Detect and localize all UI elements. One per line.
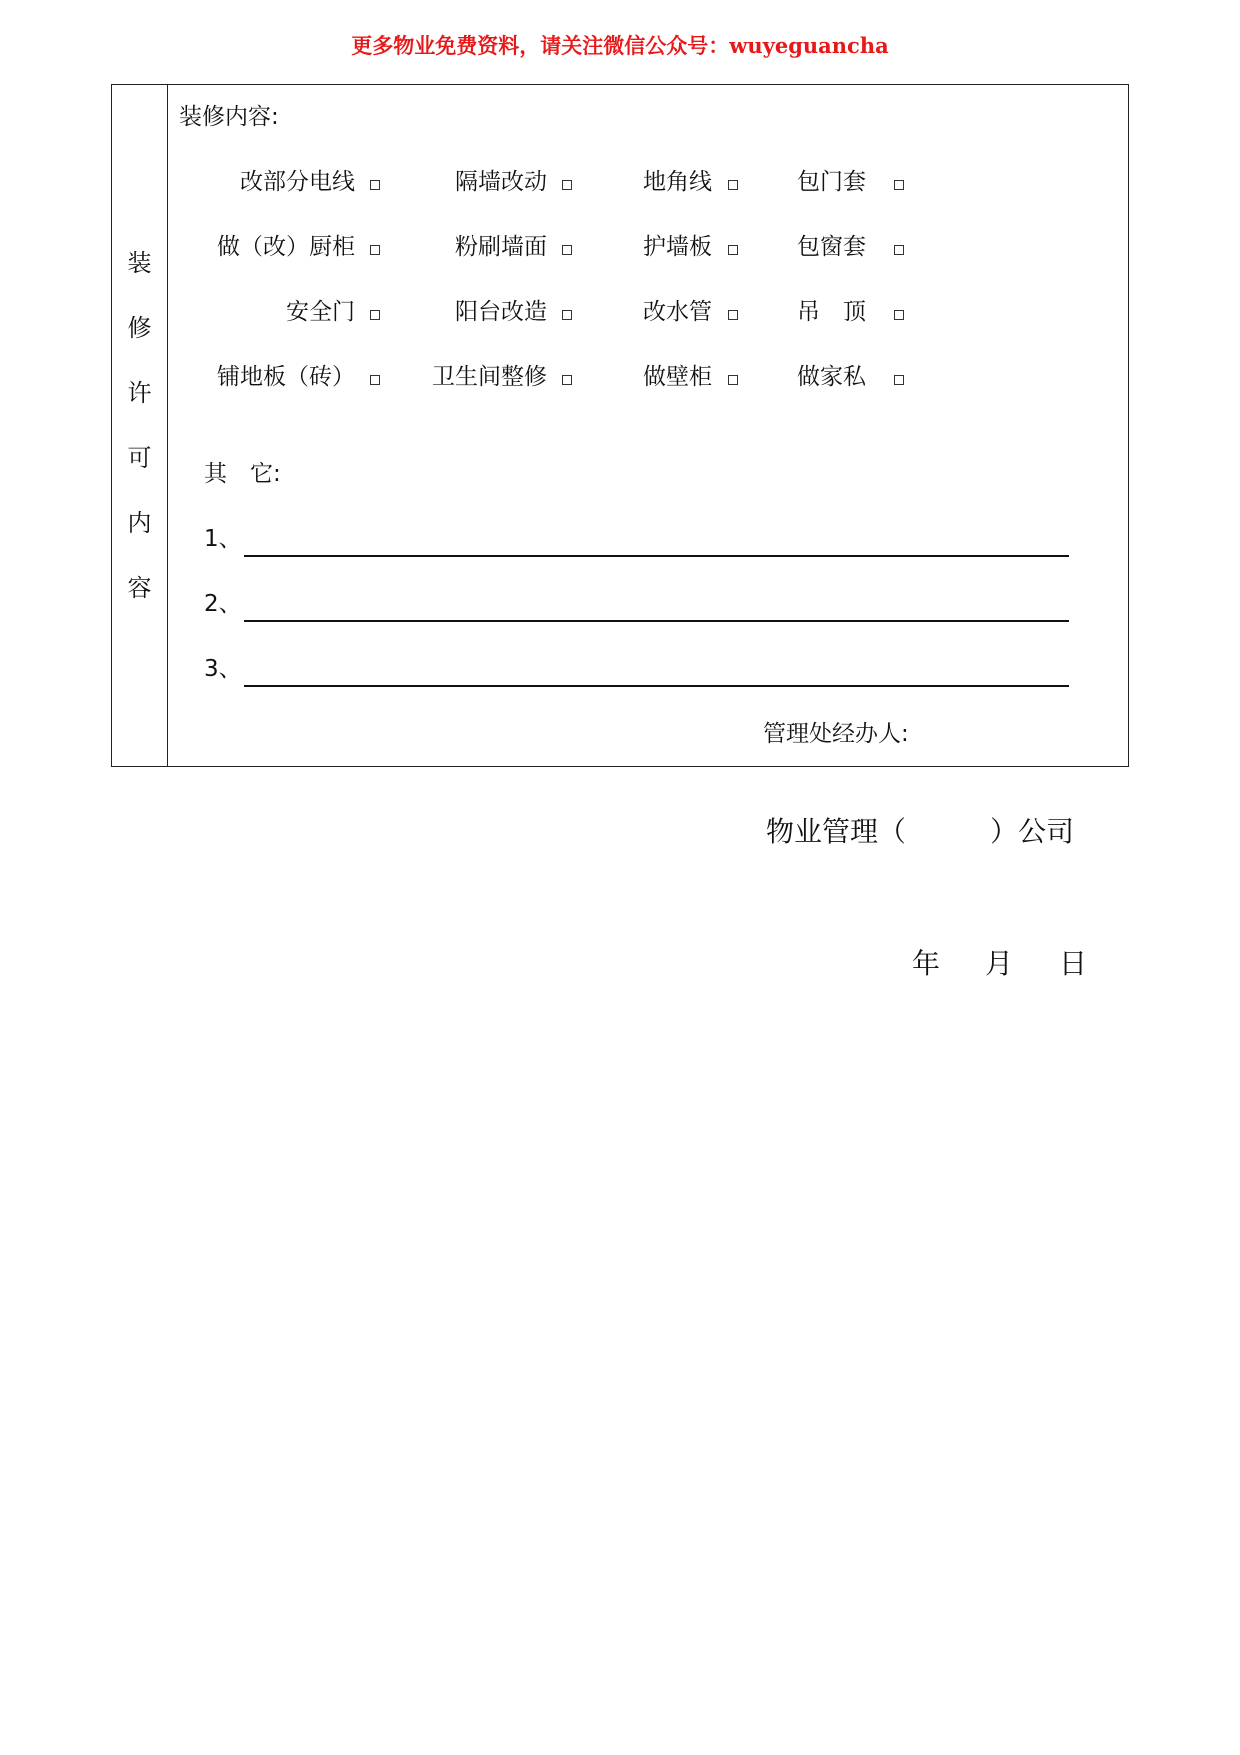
header-notice: 更多物业免费资料，请关注微信公众号：wuyeguancha [351, 33, 889, 58]
side-label-char: 容 [127, 574, 152, 602]
item-label-wall-panel: 护墙板 [643, 234, 712, 260]
other-line-number: 1、 [204, 526, 242, 552]
item-label-bathroom: 卫生间整修 [432, 364, 547, 390]
item-label-flooring: 铺地板（砖） [217, 364, 355, 390]
side-label-char: 修 [127, 314, 152, 342]
item-label-balcony: 阳台改造 [455, 299, 547, 325]
other-input-line-3[interactable] [244, 685, 1069, 687]
other-label: 其 它: [204, 461, 281, 487]
date-month: 月 [985, 947, 1014, 980]
side-label-char: 内 [127, 509, 152, 537]
other-input-line-1[interactable] [244, 555, 1069, 557]
item-label-security-door: 安全门 [286, 299, 355, 325]
item-label-skirting: 地角线 [643, 169, 712, 195]
side-label-char: 许 [127, 379, 152, 407]
item-label-water-pipe: 改水管 [643, 299, 712, 325]
checkbox-bathroom[interactable] [562, 375, 572, 385]
other-line-number: 3、 [204, 656, 242, 682]
item-label-door-frame: 包门套 [797, 169, 866, 195]
checkbox-ceiling[interactable] [894, 310, 904, 320]
checkbox-window-frame[interactable] [894, 245, 904, 255]
item-label-cabinet: 做（改）厨柜 [217, 234, 355, 260]
item-label-window-frame: 包窗套 [797, 234, 866, 260]
side-label-char: 装 [127, 249, 152, 277]
date-year: 年 [912, 947, 941, 980]
checkbox-door-frame[interactable] [894, 180, 904, 190]
date-day: 日 [1059, 947, 1088, 980]
renovation-permit-form [111, 84, 1129, 767]
company-name: 物业管理（ ）公司 [766, 815, 1075, 848]
other-input-line-2[interactable] [244, 620, 1069, 622]
item-label-wiring: 改部分电线 [240, 169, 355, 195]
checkbox-partition[interactable] [562, 180, 572, 190]
checkbox-painting[interactable] [562, 245, 572, 255]
item-label-painting: 粉刷墙面 [455, 234, 547, 260]
checkbox-balcony[interactable] [562, 310, 572, 320]
checkbox-furniture[interactable] [894, 375, 904, 385]
section-title: 装修内容: [179, 104, 279, 130]
item-label-ceiling: 吊 顶 [797, 299, 866, 325]
other-line-number: 2、 [204, 591, 242, 617]
handler-label: 管理处经办人: [763, 721, 909, 747]
item-label-wardrobe: 做壁柜 [643, 364, 712, 390]
item-label-furniture: 做家私 [797, 364, 866, 390]
side-label-char: 可 [127, 444, 152, 472]
side-label-column [112, 85, 168, 766]
item-label-partition: 隔墙改动 [455, 169, 547, 195]
